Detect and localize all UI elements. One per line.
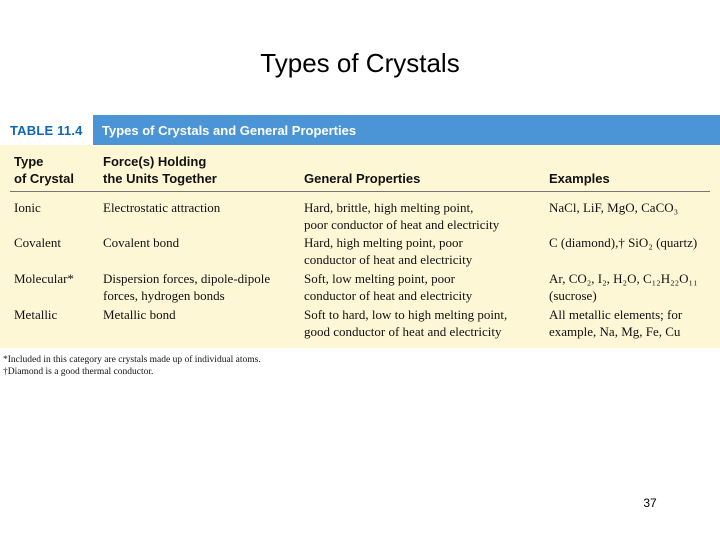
column-header-properties: General Properties xyxy=(304,171,421,186)
row-metallic-type: Metallic xyxy=(14,307,58,322)
row-molecular-examples: Ar, CO₂, I₂, H₂O, C₁₂H₂₂O₁₁ (sucrose) xyxy=(549,271,698,303)
row-covalent-type: Covalent xyxy=(14,235,61,250)
row-molecular-properties: Soft, low melting point, poor conductor of heat and electricity xyxy=(304,271,473,303)
row-covalent-force: Covalent bond xyxy=(103,235,180,250)
row-molecular-force: Dispersion forces, dipole-dipole forces, hydrogen bonds xyxy=(103,271,271,303)
table-header-bar xyxy=(0,115,720,145)
row-ionic-examples: NaCl, LiF, MgO, CaCO₃ xyxy=(549,200,679,215)
column-header-examples: Examples xyxy=(549,171,610,186)
row-molecular-type: Molecular* xyxy=(14,271,74,286)
table-number: TABLE 11.4 xyxy=(0,115,93,145)
page-number: 37 xyxy=(643,496,657,510)
row-covalent-examples: C (diamond),† SiO₂ (quartz) xyxy=(549,235,698,250)
header-divider xyxy=(10,191,710,192)
row-ionic-force: Electrostatic attraction xyxy=(103,200,221,215)
footnote-diamond: †Diamond is a good thermal conductor. xyxy=(3,367,154,377)
column-header-type: Type of Crystal xyxy=(14,154,74,186)
row-metallic-properties: Soft to hard, low to high melting point, good conductor of heat and electricity xyxy=(304,307,508,339)
slide-title: Types of Crystals xyxy=(260,48,460,78)
column-header-forces: Force(s) Holding the Units Together xyxy=(103,154,217,186)
row-covalent-properties: Hard, high melting point, poor conductor of heat and electricity xyxy=(304,235,473,267)
row-ionic-properties: Hard, brittle, high melting point, poor conductor of heat and electricity xyxy=(304,200,500,232)
row-metallic-force: Metallic bond xyxy=(103,307,176,322)
footnote-molecular: *Included in this category are crystals made up of individual atoms. xyxy=(3,355,261,365)
row-ionic-type: Ionic xyxy=(14,200,41,215)
table-footnotes xyxy=(3,354,261,378)
table-caption: Types of Crystals and General Properties xyxy=(102,122,357,138)
row-metallic-examples: All metallic elements; for example, Na, Mg, Fe, Cu xyxy=(549,307,683,339)
crystal-table xyxy=(0,115,720,348)
